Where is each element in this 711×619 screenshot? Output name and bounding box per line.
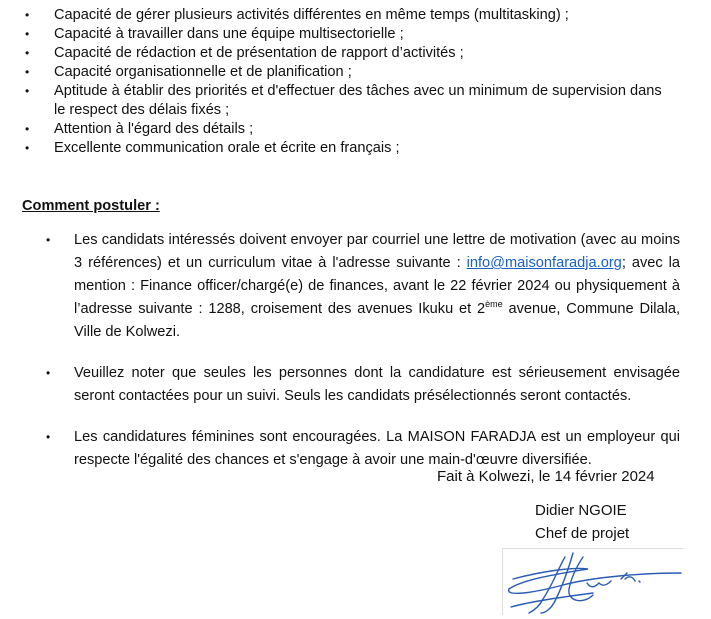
requirement-text: Aptitude à établir des priorités et d'effectuer des tâches avec un minimum de supervision dans le respect des délais fixés ; [54,83,662,118]
requirement-text: Capacité de gérer plusieurs activités différentes en même temps (multitasking) ; [54,7,569,23]
signer-title: Chef de projet [535,525,630,542]
requirement-text: Excellente communication orale et écrite en français ; [54,140,400,156]
requirement-item [0,6,674,25]
instruction-item [0,362,680,408]
section-heading: Comment postuler : [22,198,160,214]
bullet-icon: • [25,65,30,79]
requirement-text: Attention à l'égard des détails ; [54,121,254,137]
bullet-icon: • [46,430,51,444]
requirement-item [0,139,674,158]
requirements-list [0,6,711,158]
superscript: ème [485,299,503,310]
instruction-text: Les candidatures féminines sont encouragées. La MAISON FARADJA est un employeur qui respecte l'égalité des chances et s'engage à avoir une main-d'œuvre diversifiée. [74,429,680,468]
requirement-text: Capacité à travailler dans une équipe multisectorielle ; [54,26,404,42]
instruction-text: Les candidats intéressés doivent envoyer par courriel une lettre de motivation (avec au moins 3 références) et un curriculum vitae à l'adresse suivante : [74,232,680,271]
place-date: Fait à Kolwezi, le 14 février 2024 [437,468,655,485]
requirement-item [0,120,674,139]
instruction-item [0,229,680,344]
application-instructions [0,229,711,490]
requirement-item [0,44,674,63]
bullet-icon: • [25,8,30,22]
bullet-icon: • [25,84,30,98]
signer-name: Didier NGOIE [535,502,627,519]
handwritten-signature [502,548,683,615]
bullet-icon: • [46,366,51,380]
signature-drawing [503,549,683,615]
requirement-item [0,63,674,82]
instruction-text: ; avec la mention : Finance officer/chargé(e) de finances, avant le 22 février 2024 ou physiquement à l’adresse suivante : 1288, croisement des avenues Ikuku et 2 [74,255,680,317]
bullet-icon: • [25,122,30,136]
requirement-text: Capacité organisationnelle et de planification ; [54,64,352,80]
bullet-icon: • [46,233,51,247]
instruction-text: avenue, Commune Dilala, Ville de Kolwezi. [74,301,680,340]
bullet-icon: • [25,27,30,41]
requirement-text: Capacité de rédaction et de présentation de rapport d’activités ; [54,45,464,61]
requirement-item [0,25,674,44]
email-link[interactable]: info@maisonfaradja.org [466,255,622,271]
instruction-text: Veuillez noter que seules les personnes dont la candidature est sérieusement envisagée seront contactées pour un suivi. Seuls les candidats présélectionnés seront contactés. [74,365,680,404]
instruction-item [0,426,680,472]
bullet-icon: • [25,46,30,60]
bullet-icon: • [25,141,30,155]
requirement-item [0,82,674,120]
